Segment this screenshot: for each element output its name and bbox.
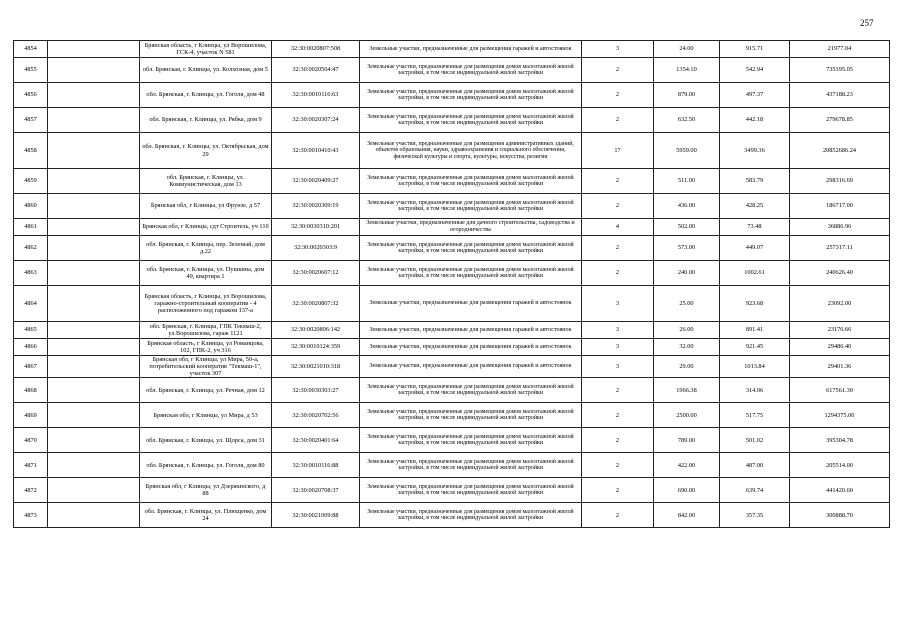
area-cell: 2500.00 (654, 403, 720, 428)
cadastral-number-cell: 32:30:0020401:64 (272, 428, 360, 453)
table-row (14, 478, 890, 503)
area-cell: 502.00 (654, 219, 720, 236)
land-use-cell: Земельные участки, предназначенные для размещения гаражей и автостоянок (360, 339, 582, 356)
table-row (14, 378, 890, 403)
specific-value-cell: 449.07 (720, 236, 790, 261)
row-number: 4865 (14, 322, 48, 339)
address-cell: Брянская обл, г Клинцы, сдт Строитель, уч 110 (140, 219, 272, 236)
group-cell: 2 (582, 194, 654, 219)
address-cell: Брянская обл, г Клинцы, ул Дзержинского, д 88 (140, 478, 272, 503)
area-cell: 25.00 (654, 286, 720, 322)
cadastral-number-cell: 32:30:0030310:201 (272, 219, 360, 236)
specific-value-cell: 501.02 (720, 428, 790, 453)
address-cell: Брянская область, г Клинцы, ул Ворошилова, ГСК-4, участок N 581 (140, 41, 272, 58)
table-row (14, 503, 890, 528)
cadastral-value-table (13, 40, 890, 528)
land-use-cell: Земельные участки, предназначенные для размещения домов малоэтажной жилой застройки, в том числе индивидуальной жилой застройки (360, 503, 582, 528)
group-cell: 2 (582, 378, 654, 403)
specific-value-cell: 921.45 (720, 339, 790, 356)
spacer-cell (48, 378, 140, 403)
group-cell: 3 (582, 356, 654, 378)
area-cell: 32.00 (654, 339, 720, 356)
table-row (14, 428, 890, 453)
land-use-cell: Земельные участки, предназначенные для размещения гаражей и автостоянок (360, 322, 582, 339)
area-cell: 422.00 (654, 453, 720, 478)
spacer-cell (48, 503, 140, 528)
group-cell: 2 (582, 169, 654, 194)
specific-value-cell: 73.48 (720, 219, 790, 236)
cadastral-number-cell: 32:30:0020307:24 (272, 108, 360, 133)
area-cell: 240.00 (654, 261, 720, 286)
specific-value-cell: 487.00 (720, 453, 790, 478)
cadastral-number-cell: 32:30:0020309:19 (272, 194, 360, 219)
table-row (14, 108, 890, 133)
cadastral-value-cell: 20852686.24 (790, 133, 890, 169)
land-use-cell: Земельные участки, предназначенные для размещения домов малоэтажной жилой застройки, в том числе индивидуальной жилой застройки (360, 108, 582, 133)
land-use-cell: Земельные участки, предназначенные для размещения гаражей и автостоянок (360, 41, 582, 58)
table-row (14, 41, 890, 58)
spacer-cell (48, 194, 140, 219)
cadastral-number-cell: 32:30:0010410:43 (272, 133, 360, 169)
cadastral-number-cell: 32:30:0020607:12 (272, 261, 360, 286)
cadastral-value-cell: 441420.60 (790, 478, 890, 503)
area-cell: 436.00 (654, 194, 720, 219)
group-cell: 3 (582, 339, 654, 356)
spacer-cell (48, 41, 140, 58)
spacer-cell (48, 286, 140, 322)
table-row (14, 453, 890, 478)
area-cell: 26.00 (654, 322, 720, 339)
land-use-cell: Земельные участки, предназначенные для размещения домов малоэтажной жилой застройки, в том числе индивидуальной жилой застройки (360, 236, 582, 261)
spacer-cell (48, 236, 140, 261)
row-number: 4862 (14, 236, 48, 261)
address-cell: Брянская обл, г Клинцы, ул Мира, 50-а, потребительский кооператив "Текмаш-1", участок 307 (140, 356, 272, 378)
group-cell: 4 (582, 219, 654, 236)
table-row (14, 322, 890, 339)
table-row (14, 133, 890, 169)
cadastral-value-cell: 23092.00 (790, 286, 890, 322)
land-use-cell: Земельные участки, предназначенные для размещения гаражей и автостоянок (360, 356, 582, 378)
land-use-cell: Земельные участки, предназначенные для размещения административных зданий, объектов образования, науки, здравоохранения и социального обеспечения, физической культуры и спорта, культуры, искусства, религии (360, 133, 582, 169)
address-cell: обл. Брянская, г. Клинцы, ул. Гоголя, дом 48 (140, 83, 272, 108)
group-cell: 2 (582, 478, 654, 503)
cadastral-number-cell: 32:30:0020806:142 (272, 322, 360, 339)
row-number: 4859 (14, 169, 48, 194)
group-cell: 17 (582, 133, 654, 169)
group-cell: 2 (582, 403, 654, 428)
row-number: 4870 (14, 428, 48, 453)
spacer-cell (48, 453, 140, 478)
cadastral-value-cell: 29401.36 (790, 356, 890, 378)
group-cell: 2 (582, 261, 654, 286)
land-use-cell: Земельные участки, предназначенные для дачного строительства, садоводства и огородничества (360, 219, 582, 236)
land-use-cell: Земельные участки, предназначенные для размещения домов малоэтажной жилой застройки, в том числе индивидуальной жилой застройки (360, 403, 582, 428)
row-number: 4861 (14, 219, 48, 236)
address-cell: обл. Брянская, г. Клинцы, ул. Гоголя, дом 80 (140, 453, 272, 478)
cadastral-value-cell: 298316.69 (790, 169, 890, 194)
cadastral-number-cell: 32:30:0020504:47 (272, 58, 360, 83)
cadastral-value-cell: 1294375.00 (790, 403, 890, 428)
land-use-cell: Земельные участки, предназначенные для размещения домов малоэтажной жилой застройки, в том числе индивидуальной жилой застройки (360, 58, 582, 83)
area-cell: 1354.10 (654, 58, 720, 83)
area-cell: 1966.38 (654, 378, 720, 403)
address-cell: обл. Брянская, г. Клинцы, ул. Щорса, дом 31 (140, 428, 272, 453)
spacer-cell (48, 108, 140, 133)
cadastral-value-cell: 21977.04 (790, 41, 890, 58)
group-cell: 2 (582, 428, 654, 453)
specific-value-cell: 314.06 (720, 378, 790, 403)
address-cell: обл. Брянская, г. Клинцы, ул. Рябка, дом 9 (140, 108, 272, 133)
cadastral-number-cell: 32:30:0020807:508 (272, 41, 360, 58)
row-number: 4867 (14, 356, 48, 378)
land-use-cell: Земельные участки, предназначенные для размещения домов малоэтажной жилой застройки, в том числе индивидуальной жилой застройки (360, 169, 582, 194)
cadastral-number-cell: 32:30:0020807:32 (272, 286, 360, 322)
cadastral-value-cell: 29486.40 (790, 339, 890, 356)
area-cell: 632.50 (654, 108, 720, 133)
table-row (14, 403, 890, 428)
land-use-cell: Земельные участки, предназначенные для размещения домов малоэтажной жилой застройки, в том числе индивидуальной жилой застройки (360, 478, 582, 503)
cadastral-number-cell: 32:30:0010116:88 (272, 453, 360, 478)
spacer-cell (48, 169, 140, 194)
cadastral-value-cell: 300888.70 (790, 503, 890, 528)
area-cell: 842.00 (654, 503, 720, 528)
table-row (14, 339, 890, 356)
cadastral-value-cell: 205514.00 (790, 453, 890, 478)
spacer-cell (48, 356, 140, 378)
area-cell: 690.00 (654, 478, 720, 503)
spacer-cell (48, 322, 140, 339)
address-cell: Брянская обл, г Клинцы, ул Мира, д 53 (140, 403, 272, 428)
address-cell: Брянская область, г Клинцы, ул Ворошилова, гаражно-строительный кооператив - 4 расположенного под гаражом 137-а (140, 286, 272, 322)
spacer-cell (48, 133, 140, 169)
row-number: 4864 (14, 286, 48, 322)
land-use-cell: Земельные участки, предназначенные для размещения домов малоэтажной жилой застройки, в том числе индивидуальной жилой застройки (360, 453, 582, 478)
specific-value-cell: 517.75 (720, 403, 790, 428)
spacer-cell (48, 261, 140, 286)
row-number: 4873 (14, 503, 48, 528)
cadastral-number-cell: 32:30:0020702:56 (272, 403, 360, 428)
specific-value-cell: 1002.61 (720, 261, 790, 286)
spacer-cell (48, 219, 140, 236)
table-row (14, 58, 890, 83)
table-row (14, 286, 890, 322)
area-cell: 879.00 (654, 83, 720, 108)
specific-value-cell: 428.25 (720, 194, 790, 219)
cadastral-value-cell: 735195.05 (790, 58, 890, 83)
table-row (14, 194, 890, 219)
group-cell: 2 (582, 58, 654, 83)
address-cell: Брянская область, г Клинцы, ул Романцова, 102, ГПК-2, уч 316 (140, 339, 272, 356)
cadastral-value-cell: 617561.30 (790, 378, 890, 403)
land-use-cell: Земельные участки, предназначенные для размещения домов малоэтажной жилой застройки, в том числе индивидуальной жилой застройки (360, 83, 582, 108)
spacer-cell (48, 403, 140, 428)
cadastral-value-cell: 186717.00 (790, 194, 890, 219)
land-use-cell: Земельные участки, предназначенные для размещения домов малоэтажной жилой застройки, в том числе индивидуальной жилой застройки (360, 194, 582, 219)
cadastral-number-cell: 32:30:0021009:88 (272, 503, 360, 528)
row-number: 4856 (14, 83, 48, 108)
group-cell: 3 (582, 286, 654, 322)
address-cell: обл. Брянская, г. Клинцы, пер. Зеленый, дом д.22 (140, 236, 272, 261)
row-number: 4863 (14, 261, 48, 286)
spacer-cell (48, 58, 140, 83)
land-use-cell: Земельные участки, предназначенные для размещения домов малоэтажной жилой застройки, в том числе индивидуальной жилой застройки (360, 428, 582, 453)
cadastral-number-cell: 32:30:0020303:9 (272, 236, 360, 261)
table-row (14, 169, 890, 194)
row-number: 4855 (14, 58, 48, 83)
specific-value-cell: 442.18 (720, 108, 790, 133)
group-cell: 3 (582, 322, 654, 339)
cadastral-value-cell: 279678.85 (790, 108, 890, 133)
row-number: 4866 (14, 339, 48, 356)
address-cell: обл. Брянская, г. Клинцы, ул. Плющенко, дом 24 (140, 503, 272, 528)
row-number: 4857 (14, 108, 48, 133)
specific-value-cell: 915.71 (720, 41, 790, 58)
table-row (14, 83, 890, 108)
area-cell: 29.00 (654, 356, 720, 378)
group-cell: 2 (582, 453, 654, 478)
land-use-cell: Земельные участки, предназначенные для размещения домов малоэтажной жилой застройки, в том числе индивидуальной жилой застройки (360, 378, 582, 403)
specific-value-cell: 542.94 (720, 58, 790, 83)
specific-value-cell: 891.41 (720, 322, 790, 339)
group-cell: 2 (582, 83, 654, 108)
area-cell: 789.00 (654, 428, 720, 453)
spacer-cell (48, 428, 140, 453)
area-cell: 24.00 (654, 41, 720, 58)
land-use-cell: Земельные участки, предназначенные для размещения домов малоэтажной жилой застройки, в том числе индивидуальной жилой застройки (360, 261, 582, 286)
group-cell: 2 (582, 236, 654, 261)
spacer-cell (48, 478, 140, 503)
address-cell: обл. Брянская, г. Клинцы, ул. Октябрьская, дом 29 (140, 133, 272, 169)
row-number: 4868 (14, 378, 48, 403)
cadastral-value-cell: 395304.78 (790, 428, 890, 453)
row-number: 4858 (14, 133, 48, 169)
area-cell: 511.00 (654, 169, 720, 194)
row-number: 4854 (14, 41, 48, 58)
area-cell: 573.00 (654, 236, 720, 261)
spacer-cell (48, 83, 140, 108)
spacer-cell (48, 339, 140, 356)
cadastral-number-cell: 32:30:0010124:359 (272, 339, 360, 356)
cadastral-value-cell: 257317.11 (790, 236, 890, 261)
specific-value-cell: 923.68 (720, 286, 790, 322)
row-number: 4869 (14, 403, 48, 428)
cadastral-value-cell: 240626.40 (790, 261, 890, 286)
address-cell: обл. Брянская, г. Клинцы, ул. Коммунистическая, дом 13 (140, 169, 272, 194)
specific-value-cell: 1013.84 (720, 356, 790, 378)
table-row (14, 236, 890, 261)
land-use-cell: Земельные участки, предназначенные для размещения гаражей и автостоянок (360, 286, 582, 322)
specific-value-cell: 357.35 (720, 503, 790, 528)
cadastral-number-cell: 32:30:0020409:27 (272, 169, 360, 194)
cadastral-value-cell: 437188.23 (790, 83, 890, 108)
cadastral-value-cell: 23176.66 (790, 322, 890, 339)
cadastral-number-cell: 32:30:0020708:37 (272, 478, 360, 503)
specific-value-cell: 3499.36 (720, 133, 790, 169)
table-row (14, 261, 890, 286)
specific-value-cell: 639.74 (720, 478, 790, 503)
table-row (14, 356, 890, 378)
cadastral-number-cell: 32:30:0030303:27 (272, 378, 360, 403)
specific-value-cell: 497.37 (720, 83, 790, 108)
address-cell: Брянская обл, г Клинцы, ул Фрунзе, д 57 (140, 194, 272, 219)
group-cell: 2 (582, 503, 654, 528)
specific-value-cell: 583.79 (720, 169, 790, 194)
page-number: 257 (860, 18, 874, 28)
address-cell: обл. Брянская, г. Клинцы, ГПК Текмаш-2, ул.Ворошилова, гараж 1121 (140, 322, 272, 339)
table-row (14, 219, 890, 236)
group-cell: 2 (582, 108, 654, 133)
address-cell: обл. Брянская, г. Клинцы, ул. Колхозная, дом 5 (140, 58, 272, 83)
address-cell: обл. Брянская, г. Клинцы, ул. Пушкина, дом 49, квартира 1 (140, 261, 272, 286)
cadastral-number-cell: 32:30:0010116:63 (272, 83, 360, 108)
address-cell: обл. Брянская, г. Клинцы, ул. Речная, дом 12 (140, 378, 272, 403)
cadastral-value-cell: 36886.96 (790, 219, 890, 236)
cadastral-number-cell: 32:30:0021010:318 (272, 356, 360, 378)
group-cell: 3 (582, 41, 654, 58)
row-number: 4860 (14, 194, 48, 219)
row-number: 4872 (14, 478, 48, 503)
area-cell: 5959.00 (654, 133, 720, 169)
row-number: 4871 (14, 453, 48, 478)
